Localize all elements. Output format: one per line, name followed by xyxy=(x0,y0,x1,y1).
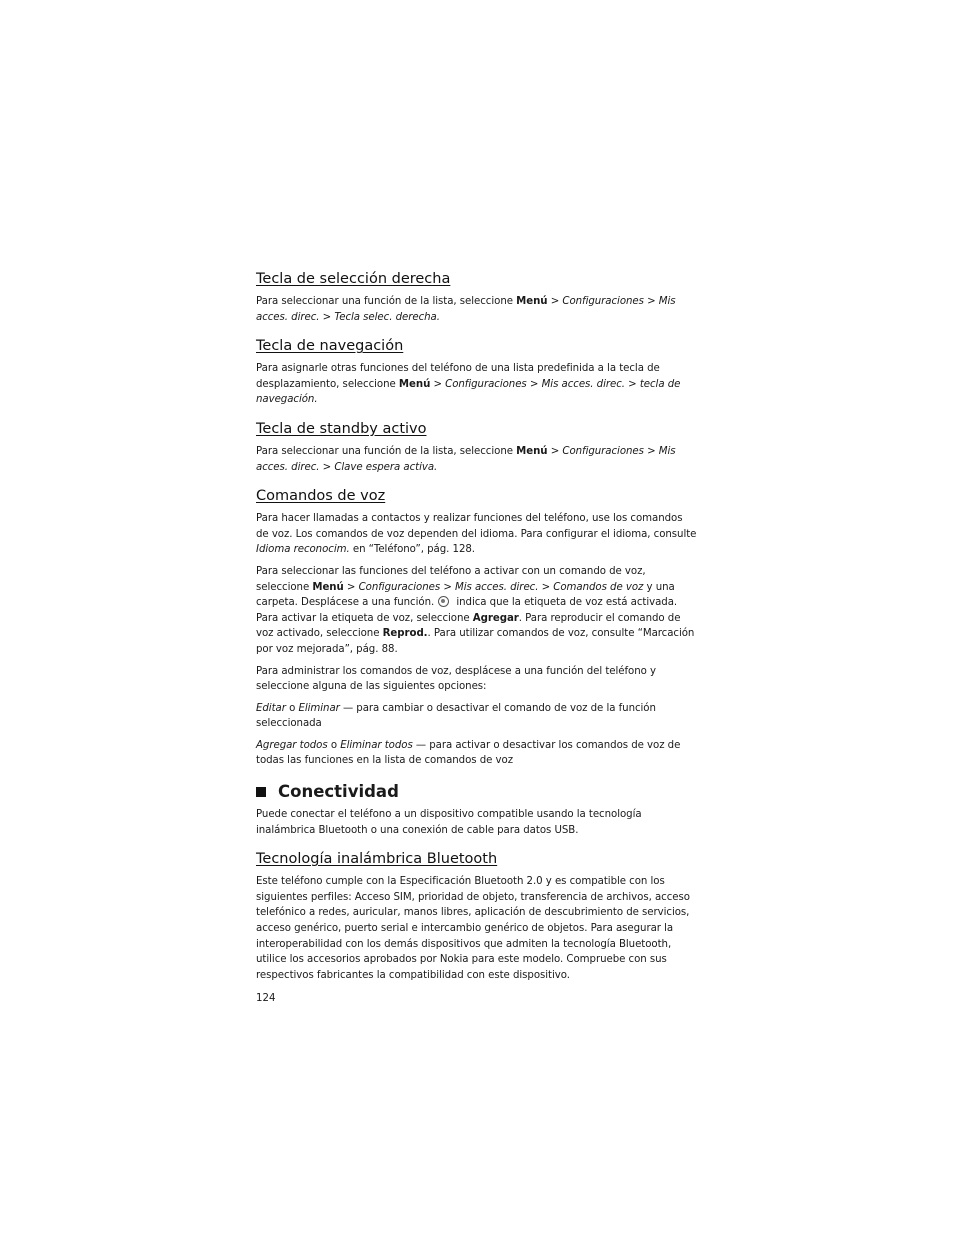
config-term: Configuraciones xyxy=(358,581,441,593)
agregar-term: Agregar xyxy=(472,612,519,624)
separator: > xyxy=(643,445,659,457)
text: o xyxy=(327,739,341,751)
heading-text: Conectividad xyxy=(278,782,399,802)
paragraph xyxy=(256,564,698,658)
voice-tag-icon xyxy=(438,596,449,607)
text: . Para utilizar comandos de voz, consulte “Marcación por voz mejorada”, pág. 88. xyxy=(256,628,695,655)
separator: > xyxy=(624,378,640,390)
separator: > xyxy=(538,581,554,593)
option-term: Agregar todos xyxy=(256,739,328,751)
separator: > xyxy=(526,378,542,390)
config-term: Configuraciones xyxy=(445,378,527,390)
heading-tecla-seleccion-derecha: Tecla de selección derecha xyxy=(256,271,451,287)
separator: > xyxy=(547,296,563,307)
section-comandos-voz xyxy=(256,487,698,769)
heading-conectividad xyxy=(256,781,698,803)
section-bluetooth xyxy=(256,850,698,983)
page-number: 124 xyxy=(256,993,276,1005)
option-editar-eliminar xyxy=(256,701,698,732)
separator: > xyxy=(643,296,659,307)
mis-acces-term: Mis acces. direc. xyxy=(455,581,539,593)
separator: > xyxy=(440,581,455,593)
menu-term: Menú xyxy=(516,445,548,457)
text: — para activar o desactivar los comandos de voz de todas las funciones en la lista de comandos de voz xyxy=(256,739,681,767)
section-conectividad xyxy=(256,781,698,838)
section-bullet-icon xyxy=(256,787,266,797)
separator: > xyxy=(319,461,335,473)
mis-acces-term: Mis acces. direc. xyxy=(256,296,676,323)
comandos-term: Comandos de voz xyxy=(553,581,644,593)
heading-tecla-navegacion: Tecla de navegación xyxy=(256,338,404,355)
paragraph xyxy=(256,294,698,325)
separator: > xyxy=(319,311,335,323)
config-term: Configuraciones xyxy=(562,445,644,457)
separator: > xyxy=(547,445,563,457)
paragraph xyxy=(256,361,698,408)
section-tecla-standby xyxy=(256,420,698,475)
text: Para seleccionar una función de la lista, seleccione xyxy=(256,296,517,307)
text: Para seleccionar una función de la lista, seleccione xyxy=(256,445,517,457)
separator: > xyxy=(430,378,446,390)
text: Para hacer llamadas a contactos y realizar funciones del teléfono, use los comandos de voz. Los comandos de voz dependen del idioma. Para configurar el idioma, consulte xyxy=(256,513,697,540)
mis-acces-term: Mis acces. direc. xyxy=(541,378,625,390)
option-term: Eliminar todos xyxy=(340,739,413,751)
target-term: tecla de navegación. xyxy=(256,378,681,406)
config-term: Configuraciones xyxy=(562,296,644,307)
text: en “Teléfono”, pág. 128. xyxy=(349,544,475,556)
paragraph xyxy=(256,807,698,838)
option-agregar-eliminar-todos xyxy=(256,738,698,769)
text: y una carpeta. Desplácese a una función. xyxy=(256,581,675,609)
paragraph xyxy=(256,444,698,475)
section-tecla-seleccion-derecha xyxy=(256,270,698,325)
menu-term: Menú xyxy=(516,296,548,307)
paragraph xyxy=(256,511,698,558)
menu-term: Menú xyxy=(312,581,344,593)
text: — para cambiar o desactivar el comando de voz de la función seleccionada xyxy=(256,702,656,730)
target-term: Tecla selec. derecha. xyxy=(334,311,440,323)
text: Para administrar los comandos de voz, desplácese a una función del teléfono y seleccione alguna de las siguientes opciones: xyxy=(256,665,656,693)
idioma-term: Idioma reconocim. xyxy=(256,544,350,556)
text: Puede conectar el teléfono a un dispositivo compatible usando la tecnología inalámbrica Bluetooth o una conexión de cable para datos USB. xyxy=(256,809,642,836)
option-term: Eliminar xyxy=(298,702,340,714)
text: Para seleccionar las funciones del teléfono a activar con un comando de voz, seleccione xyxy=(256,565,646,593)
separator: > xyxy=(343,581,359,593)
menu-term: Menú xyxy=(398,378,431,390)
reprod-term: Reprod. xyxy=(382,628,428,640)
mis-acces-term: Mis acces. direc. xyxy=(256,445,676,473)
text: Para asignarle otras funciones del teléfono de una lista predefinida a la tecla de desplazamiento, seleccione xyxy=(256,363,660,390)
text: . Para reproducir el comando de voz activado, seleccione xyxy=(256,612,681,640)
text: o xyxy=(285,702,299,714)
text: Este teléfono cumple con la Especificación Bluetooth 2.0 y es compatible con los siguientes perfiles: Acceso SIM, prioridad de objeto, transferencia de archivos, acceso telefónico a redes, auricular, manos libres, aplicación de descubrimiento de servicios, acceso genérico, puerto serial e intercambio genérico de objetos. Para asegurar la interoperabilidad con los demás dispositivos que admiten la tecnología Bluetooth, utilice los accesorios aprobados por Nokia para este modelo. Compruebe con sus respectivos fabricantes la compatibilidad con este dispositivo. xyxy=(256,876,690,981)
text: indica que la etiqueta de voz está activada. Para activar la etiqueta de voz, seleccione xyxy=(256,597,678,624)
heading-tecla-standby: Tecla de standby activo xyxy=(256,420,427,437)
section-tecla-navegacion xyxy=(256,337,698,408)
option-term: Editar xyxy=(256,702,286,714)
page-content xyxy=(256,270,698,1004)
heading-bluetooth: Tecnología inalámbrica Bluetooth xyxy=(256,851,498,868)
paragraph xyxy=(256,874,698,983)
heading-comandos-voz: Comandos de voz xyxy=(256,488,386,505)
target-term: Clave espera activa. xyxy=(334,461,438,473)
paragraph xyxy=(256,664,698,695)
